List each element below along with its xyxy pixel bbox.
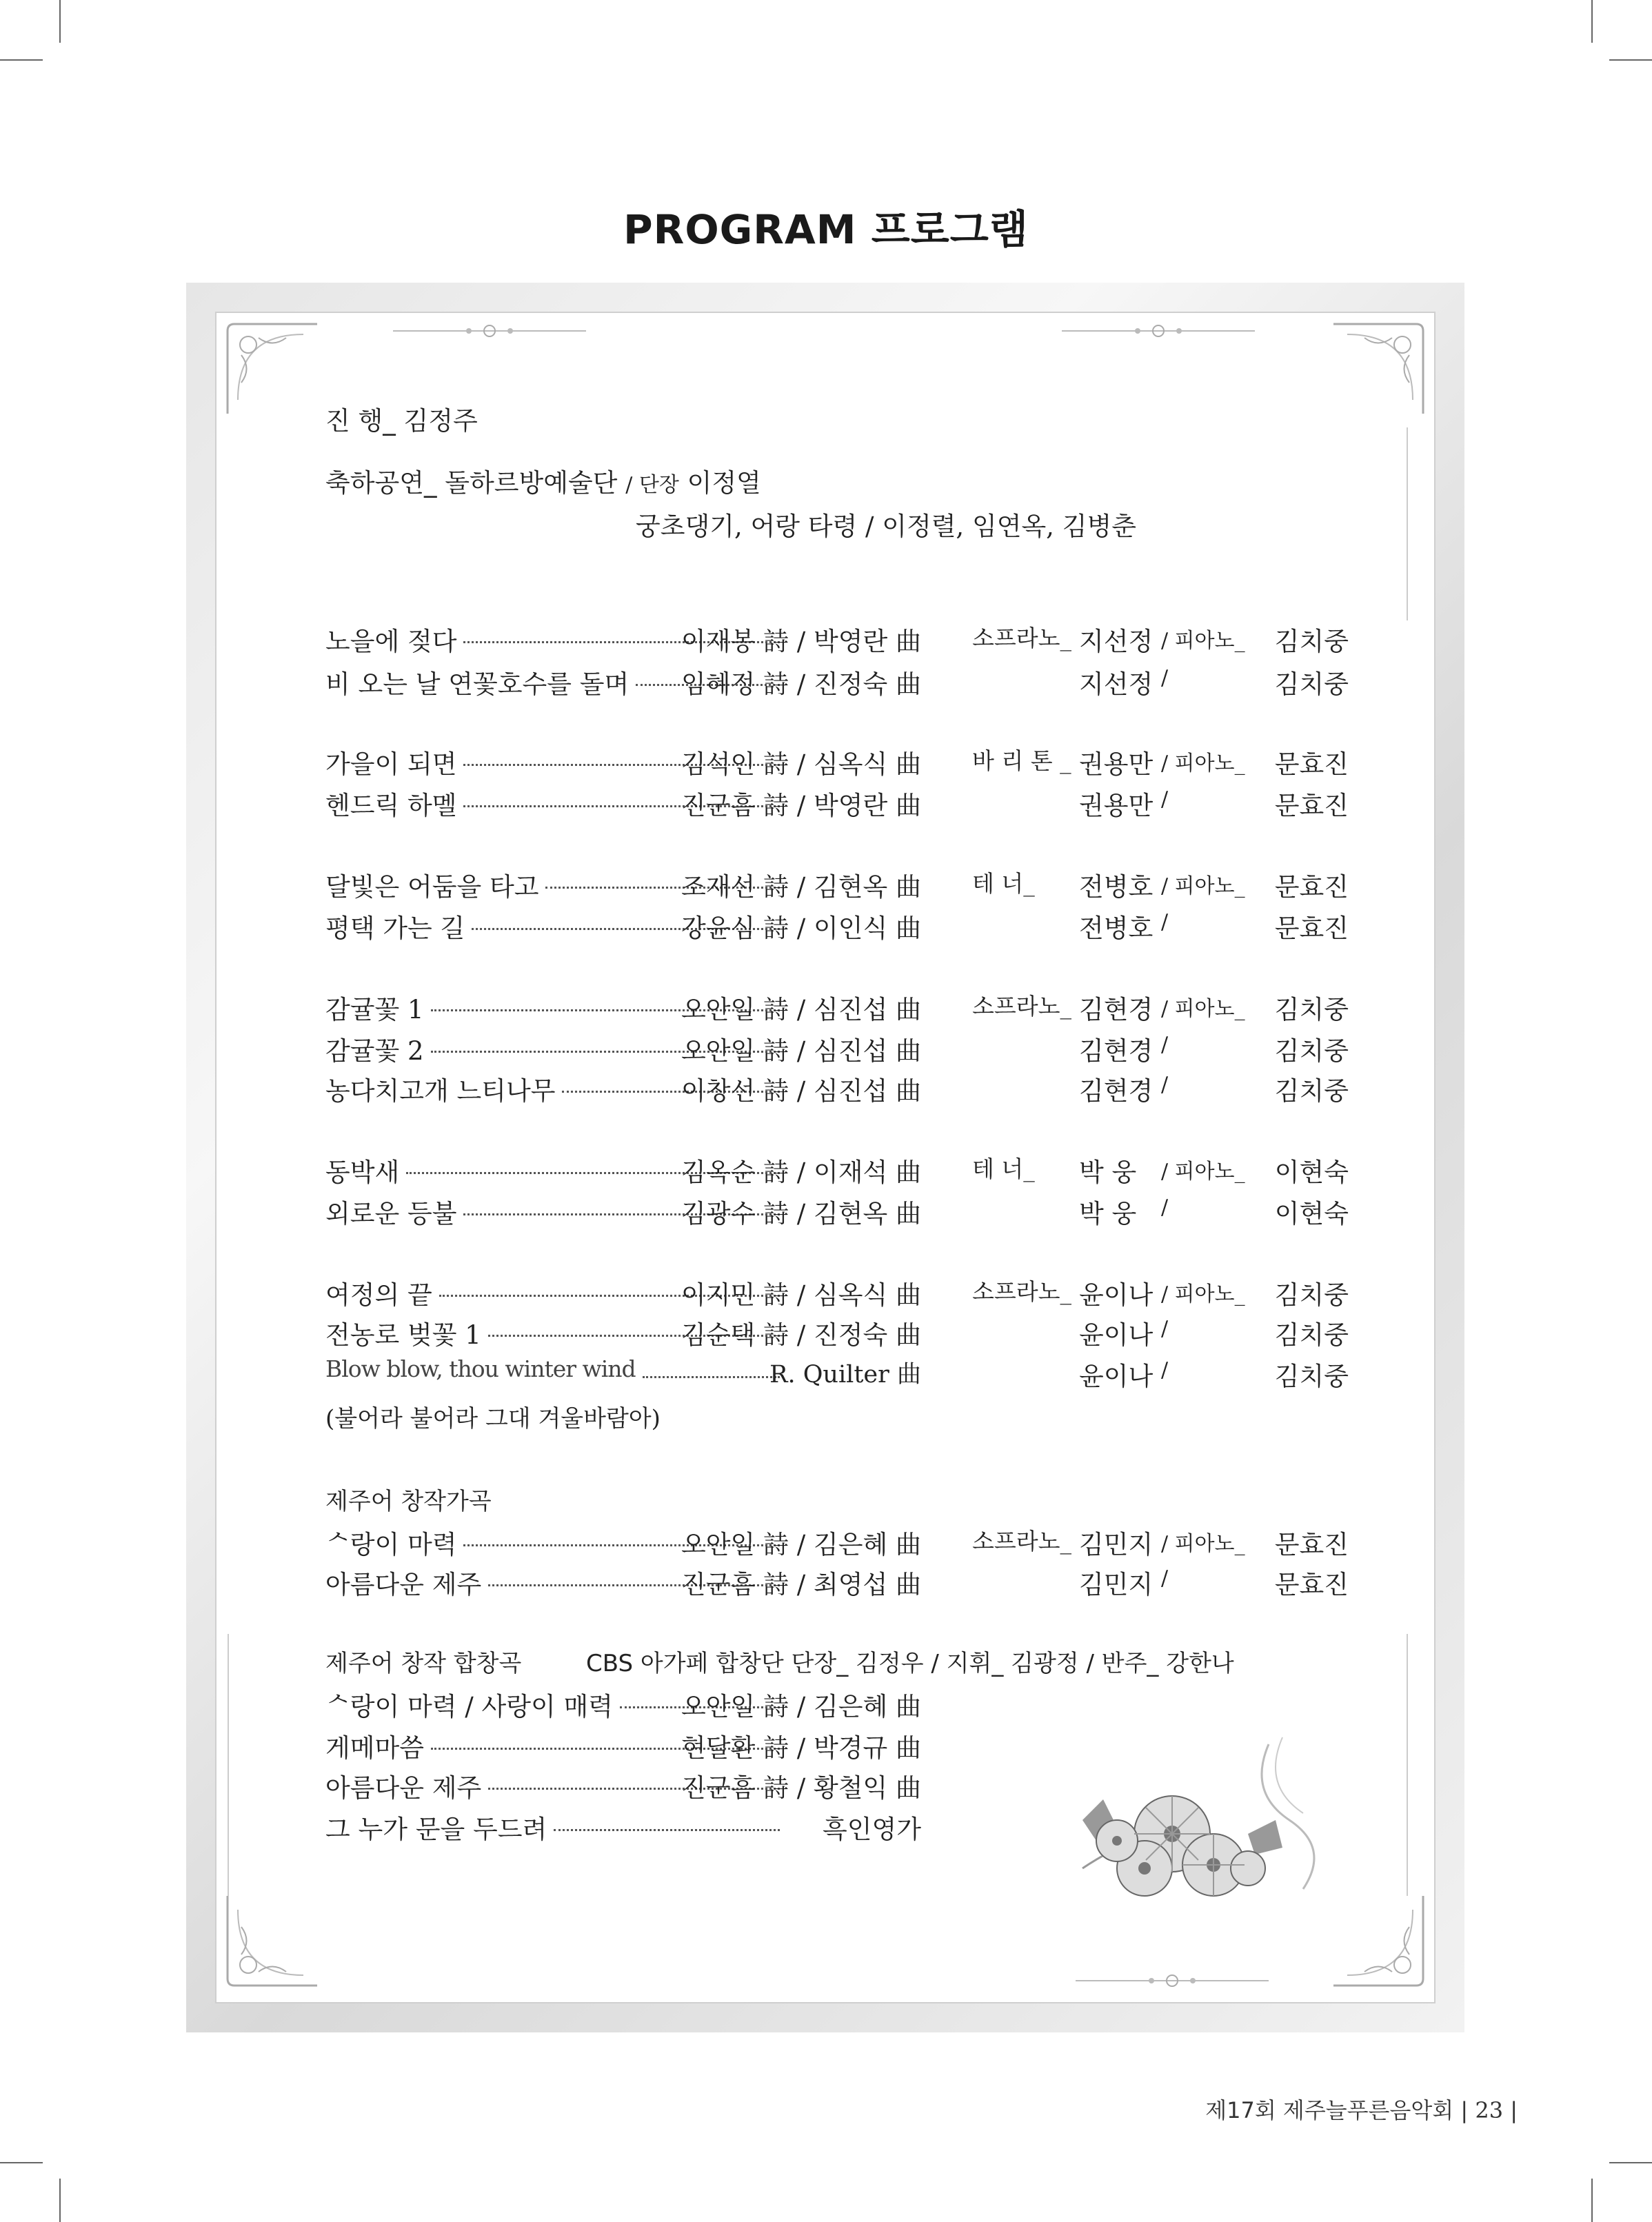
performer-pianist: 김치중: [1274, 995, 1349, 1024]
celebration-line: [325, 462, 761, 499]
performer-pianist: 이현숙: [1274, 1199, 1349, 1229]
performer-singer: 윤이나: [1079, 1362, 1154, 1391]
crop-mark: [0, 59, 43, 61]
piece-title: 게메마씀: [325, 1733, 424, 1763]
performer-pianist: 문효진: [1274, 872, 1349, 902]
page-title: PROGRAM 프로그램: [623, 206, 1029, 253]
performer-pianist: 김치중: [1274, 1320, 1349, 1350]
program-row: [0, 1151, 1652, 1186]
piece-title: 전농로 벚꽃 1: [325, 1320, 481, 1350]
program-row: [0, 1355, 1652, 1390]
performer-singer: 지선정: [1079, 669, 1154, 699]
celebration-group: 돌하르방예술단: [445, 468, 618, 498]
footer-event: 제17회 제주늘푸른음악회: [1205, 2097, 1454, 2123]
program-row: [0, 1564, 1652, 1598]
piece-title: Blow blow, thou winter wind: [325, 1355, 636, 1382]
piece-title: 가을이 되면: [325, 749, 457, 779]
performer-role: 소프라노_: [972, 625, 1072, 652]
performer-piano-label: / 피아노_: [1161, 1160, 1245, 1184]
host-label: 진 행_: [325, 406, 396, 436]
piece-title: 아름다운 제주: [325, 1773, 482, 1803]
crop-mark: [1591, 0, 1593, 43]
crop-mark: [59, 0, 61, 43]
program-row: [0, 989, 1652, 1023]
program-row: [0, 663, 1652, 698]
celebration-detail: 궁초댕기, 어랑 타령 / 이정렬, 임연옥, 김병춘: [636, 512, 1136, 541]
piece-title: 동박새: [325, 1158, 400, 1187]
performer-singer: 박 웅: [1079, 1158, 1137, 1187]
piece-credit: 흑인영가: [823, 1815, 921, 1844]
piece-title: 아름다운 제주: [325, 1570, 482, 1599]
piece-credit: 조재선 詩 / 김현옥 曲: [681, 872, 921, 902]
program-row: [0, 1070, 1652, 1104]
piece-credit: 김옥순 詩 / 이재석 曲: [681, 1158, 921, 1187]
program-row: [0, 785, 1652, 819]
performer-pianist: 문효진: [1274, 1570, 1349, 1599]
performer-pianist: 김치중: [1274, 1280, 1349, 1310]
piece-credit: 진군흠 詩 / 박영란 曲: [681, 791, 921, 820]
choir-heading: 제주어 창작 합창곡: [325, 1650, 522, 1677]
performer-role: 테 너_: [972, 1155, 1035, 1182]
footer-separator: |: [1510, 2097, 1518, 2123]
program-row: [0, 1524, 1652, 1558]
performer-singer: 전병호: [1079, 913, 1154, 943]
piece-credit: 오안일 詩 / 심진섭 曲: [681, 1036, 921, 1066]
performer-role: 바 리 톤 _: [972, 747, 1071, 774]
piece-credit: 이창선 詩 / 심진섭 曲: [681, 1076, 921, 1106]
crop-mark: [1609, 2162, 1652, 2163]
performer-piano-label: / 피아노_: [1161, 751, 1245, 776]
piece-title: 비 오는 날 연꽃호수를 돌며: [325, 669, 629, 699]
piece-title: 평택 가는 길: [325, 913, 465, 943]
piece-credit: 진군흠 詩 / 최영섭 曲: [681, 1570, 921, 1599]
performer-piano-label: /: [1161, 1073, 1169, 1097]
piece-title: 농다치고개 느티나무: [325, 1076, 556, 1106]
performer-piano-label: / 피아노_: [1161, 997, 1245, 1021]
performer-pianist: 김치중: [1274, 1036, 1349, 1066]
piece-credit: 임혜정 詩 / 진정숙 曲: [681, 669, 921, 699]
performer-singer: 권용만: [1079, 791, 1154, 820]
piece-credit: 김석인 詩 / 심옥식 曲: [681, 749, 921, 779]
footer-separator: |: [1460, 2097, 1475, 2123]
performer-piano-label: / 피아노_: [1161, 874, 1245, 898]
leader-dots: [643, 1376, 780, 1378]
performer-singer: 지선정: [1079, 627, 1154, 656]
piece-credit: 오안일 詩 / 김은혜 曲: [681, 1530, 921, 1559]
page-footer: [1205, 2093, 1518, 2125]
border-line: [1407, 427, 1408, 620]
performer-piano-label: /: [1161, 1033, 1169, 1057]
piece-credit: R. Quilter 曲: [769, 1361, 921, 1388]
performer-piano-label: /: [1161, 910, 1169, 934]
crop-mark: [1609, 59, 1652, 61]
performer-piano-label: /: [1161, 1358, 1169, 1382]
performer-singer: 김현경: [1079, 1036, 1154, 1066]
program-row: [0, 1193, 1652, 1227]
performer-piano-label: /: [1161, 1566, 1169, 1590]
celebration-leader: 이정열: [687, 468, 761, 498]
leader-dots: [554, 1829, 780, 1831]
performer-singer: 윤이나: [1079, 1280, 1154, 1310]
performer-singer: 전병호: [1079, 872, 1154, 902]
piece-title: 감귤꽃 1: [325, 995, 424, 1024]
piece-title: 외로운 등불: [325, 1199, 457, 1229]
host-name: 김정주: [403, 406, 478, 436]
performer-singer: 박 웅: [1079, 1199, 1137, 1229]
performer-piano-label: /: [1161, 787, 1169, 811]
border-ornament-icon: [386, 321, 593, 341]
piece-credit: 김순택 詩 / 진정숙 曲: [681, 1320, 921, 1350]
piece-credit: 진군흠 詩 / 황철익 曲: [681, 1773, 921, 1803]
performer-piano-label: / 피아노_: [1161, 629, 1245, 653]
program-row: [0, 743, 1652, 778]
piece-title: 여정의 끝: [325, 1280, 432, 1310]
program-row: [0, 1767, 1652, 1801]
program-row: [0, 1314, 1652, 1349]
performer-pianist: 김치중: [1274, 1076, 1349, 1106]
program-row: [0, 1808, 1652, 1843]
corner-ornament-icon: [1327, 317, 1430, 421]
performer-piano-label: /: [1161, 1317, 1169, 1341]
crop-mark: [0, 2162, 43, 2163]
performer-role: 소프라노_: [972, 1278, 1072, 1305]
corner-ornament-icon: [221, 317, 324, 421]
piece-title: 노을에 젖다: [325, 627, 457, 656]
border-ornament-icon: [1055, 321, 1262, 341]
footer-page-number: 23: [1475, 2097, 1504, 2123]
crop-mark: [1591, 2179, 1593, 2222]
corner-ornament-icon: [1327, 1889, 1430, 1992]
piece-title: ᄉ랑이 마력 / 사랑이 매력: [325, 1692, 613, 1721]
jeju-heading: 제주어 창작가곡: [325, 1488, 492, 1515]
program-row: [0, 1274, 1652, 1309]
blow-translation: (불어라 불어라 그대 겨울바람아): [325, 1405, 661, 1433]
piece-credit: 강윤심 詩 / 이인식 曲: [681, 913, 921, 943]
performer-singer: 김현경: [1079, 1076, 1154, 1106]
choir-info: CBS 아가페 합창단 단장_ 김정우 / 지휘_ 김광정 / 반주_ 강한나: [586, 1650, 1234, 1677]
program-row: [0, 907, 1652, 942]
piece-credit: 이지민 詩 / 심옥식 曲: [681, 1280, 921, 1310]
piece-credit: 이재봉 詩 / 박영란 曲: [681, 627, 921, 656]
performer-singer: 김민지: [1079, 1530, 1154, 1559]
performer-piano-label: /: [1161, 666, 1169, 690]
performer-role: 테 너_: [972, 870, 1035, 897]
piece-credit: 오안일 詩 / 심진섭 曲: [681, 995, 921, 1024]
celebration-label: 축하공연_: [325, 468, 437, 498]
program-row: [0, 866, 1652, 900]
host-line: [325, 400, 478, 437]
program-row: [0, 1686, 1652, 1720]
border-line: [1407, 1634, 1408, 1896]
piece-title: 그 누가 문을 두드려: [325, 1815, 547, 1844]
performer-piano-label: /: [1161, 1195, 1169, 1220]
performer-singer: 김민지: [1079, 1570, 1154, 1599]
piece-credit: 오안일 詩 / 김은혜 曲: [681, 1692, 921, 1721]
performer-pianist: 김치중: [1274, 669, 1349, 699]
performer-pianist: 문효진: [1274, 1530, 1349, 1559]
piece-title: 달빛은 어둠을 타고: [325, 872, 539, 902]
piece-title: ᄉ랑이 마력: [325, 1530, 457, 1559]
border-line: [228, 1634, 229, 1896]
performer-pianist: 문효진: [1274, 791, 1349, 820]
piece-title: 감귤꽃 2: [325, 1036, 424, 1066]
celebration-leader-label: / 단장: [625, 473, 679, 497]
performer-singer: 권용만: [1079, 749, 1154, 779]
performer-pianist: 이현숙: [1274, 1158, 1349, 1187]
performer-pianist: 김치중: [1274, 627, 1349, 656]
performer-pianist: 문효진: [1274, 749, 1349, 779]
piece-credit: 현달환 詩 / 박경규 曲: [681, 1733, 921, 1763]
piece-credit: 김광수 詩 / 김현옥 曲: [681, 1199, 921, 1229]
flower-bouquet-icon: [1041, 1730, 1331, 1923]
border-ornament-icon: [1069, 1970, 1276, 1991]
crop-mark: [59, 2179, 61, 2222]
performer-role: 소프라노_: [972, 1528, 1072, 1555]
performer-pianist: 김치중: [1274, 1362, 1349, 1391]
performer-piano-label: / 피아노_: [1161, 1532, 1245, 1556]
performer-singer: 윤이나: [1079, 1320, 1154, 1350]
piece-title: 헨드릭 하멜: [325, 791, 457, 820]
program-row: [0, 1030, 1652, 1064]
program-row: [0, 1727, 1652, 1761]
performer-singer: 김현경: [1079, 995, 1154, 1024]
performer-role: 소프라노_: [972, 993, 1072, 1020]
program-row: [0, 620, 1652, 655]
performer-pianist: 문효진: [1274, 913, 1349, 943]
corner-ornament-icon: [221, 1889, 324, 1992]
performer-piano-label: / 피아노_: [1161, 1282, 1245, 1306]
